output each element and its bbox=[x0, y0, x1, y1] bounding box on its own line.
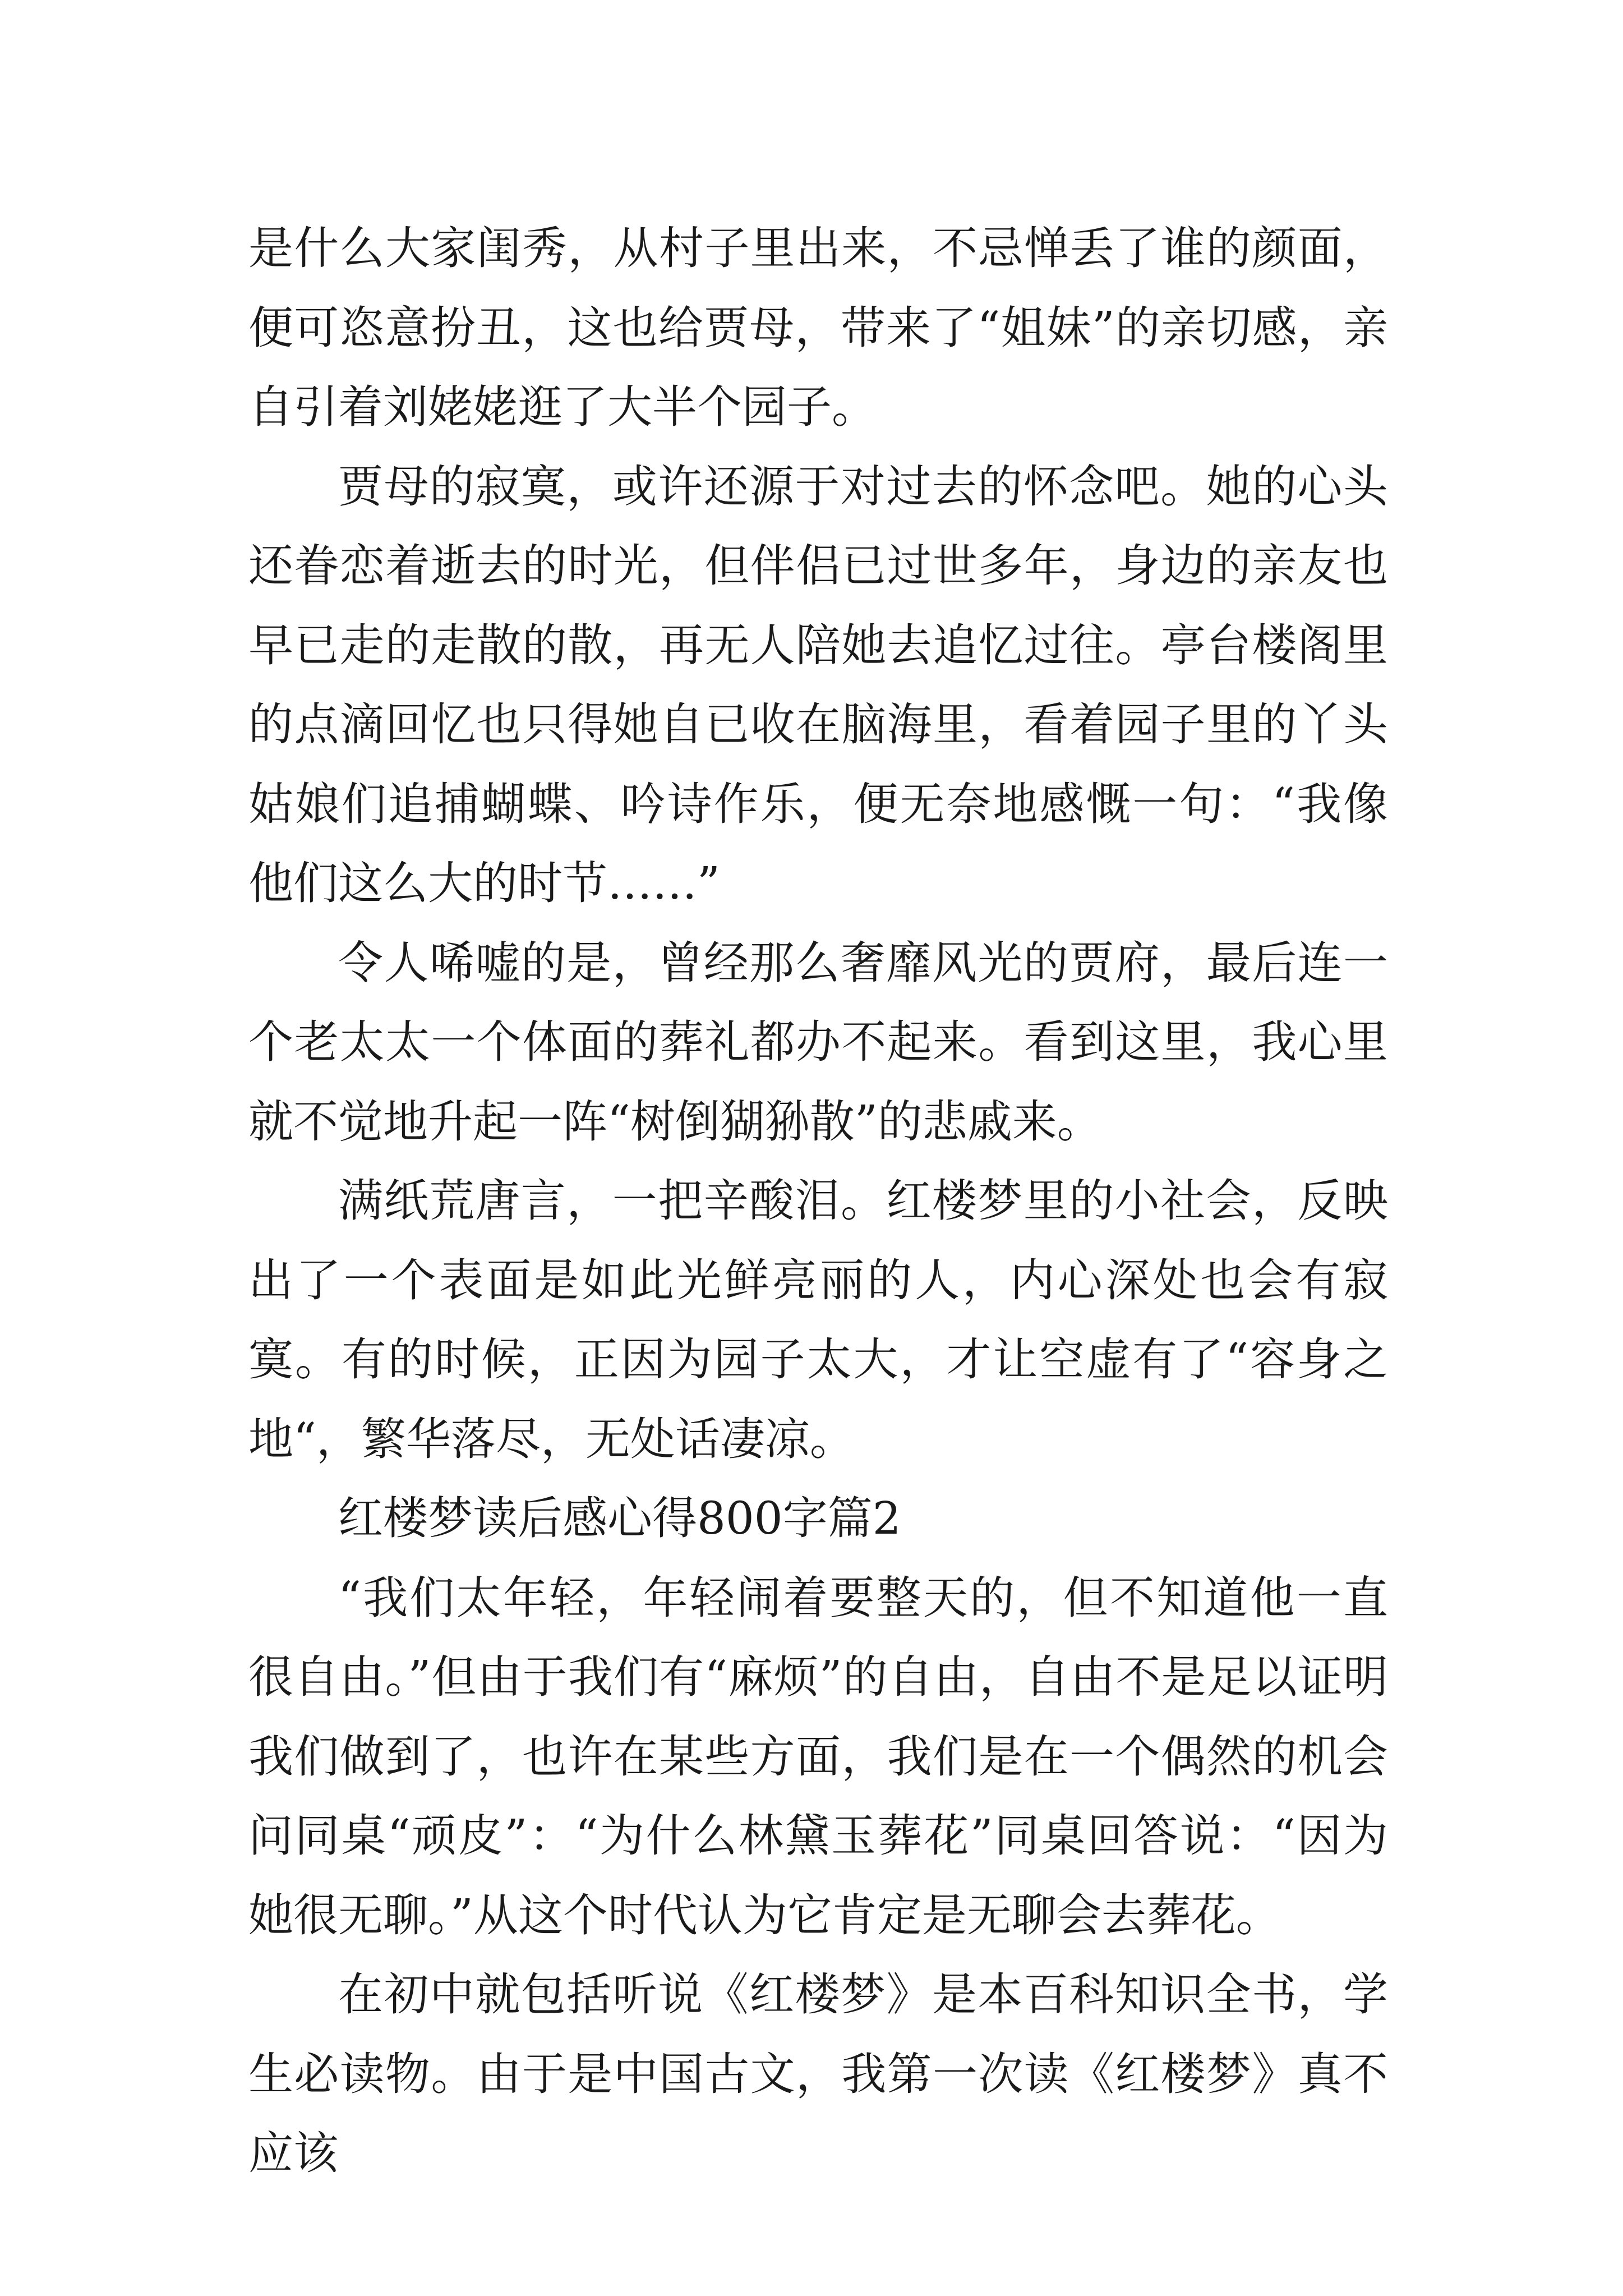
paragraph-continuation: 是什么大家闺秀，从村子里出来，不忌惮丢了谁的颜面，便可恣意扮丑，这也给贾母，带来了“姐妹”的亲切感，亲自引着刘姥姥逛了大半个园子。 bbox=[248, 222, 1388, 433]
section-heading: 红楼梦读后感心得800字篇2 bbox=[338, 1492, 901, 1544]
paragraph-jiamu-loneliness: 贾母的寂寞，或许还源于对过去的怀念吧。她的心头还眷恋着逝去的时光，但伴侣已过世多年，身边的亲友也早已走的走散的散，再无人陪她去追忆过往。亭台楼阁里的点滴回忆也只得她自已收在脑海里，看着园子里的丫头姑娘们追捕蝴蝶、吟诗作乐，便无奈地感慨一句：“我像他们这么大的时节……” bbox=[248, 460, 1388, 909]
document-body bbox=[248, 209, 1388, 2193]
paragraph-conclusion: 满纸荒唐言，一把辛酸泪。红楼梦里的小社会，反映出了一个表面是如此光鲜亮丽的人，内心深处也会有寂寞。有的时候，正因为园子太大，才让空虚有了“容身之地“，繁华落尽，无处话凄凉。 bbox=[248, 1175, 1388, 1465]
paragraph-first-reading: 在初中就包括听说《红楼梦》是本百科知识全书，学生必读物。由于是中国古文，我第一次读《红楼梦》真不应该 bbox=[248, 1968, 1388, 2179]
paragraph-jiafu-decline: 令人唏嘘的是，曾经那么奢靡风光的贾府，最后连一个老太太一个体面的葬礼都办不起来。看到这里，我心里就不觉地升起一阵“树倒猢狲散”的悲戚来。 bbox=[248, 936, 1388, 1148]
paragraph-freedom: “我们太年轻，年轻闹着要整天的，但不知道他一直很自由。”但由于我们有“麻烦”的自由，自由不是足以证明我们做到了，也许在某些方面，我们是在一个偶然的机会问同桌“顽皮”：“为什么林黛玉葬花”同桌回答说：“因为她很无聊。”从这个时代认为它肯定是无聊会去葬花。 bbox=[248, 1571, 1388, 1941]
